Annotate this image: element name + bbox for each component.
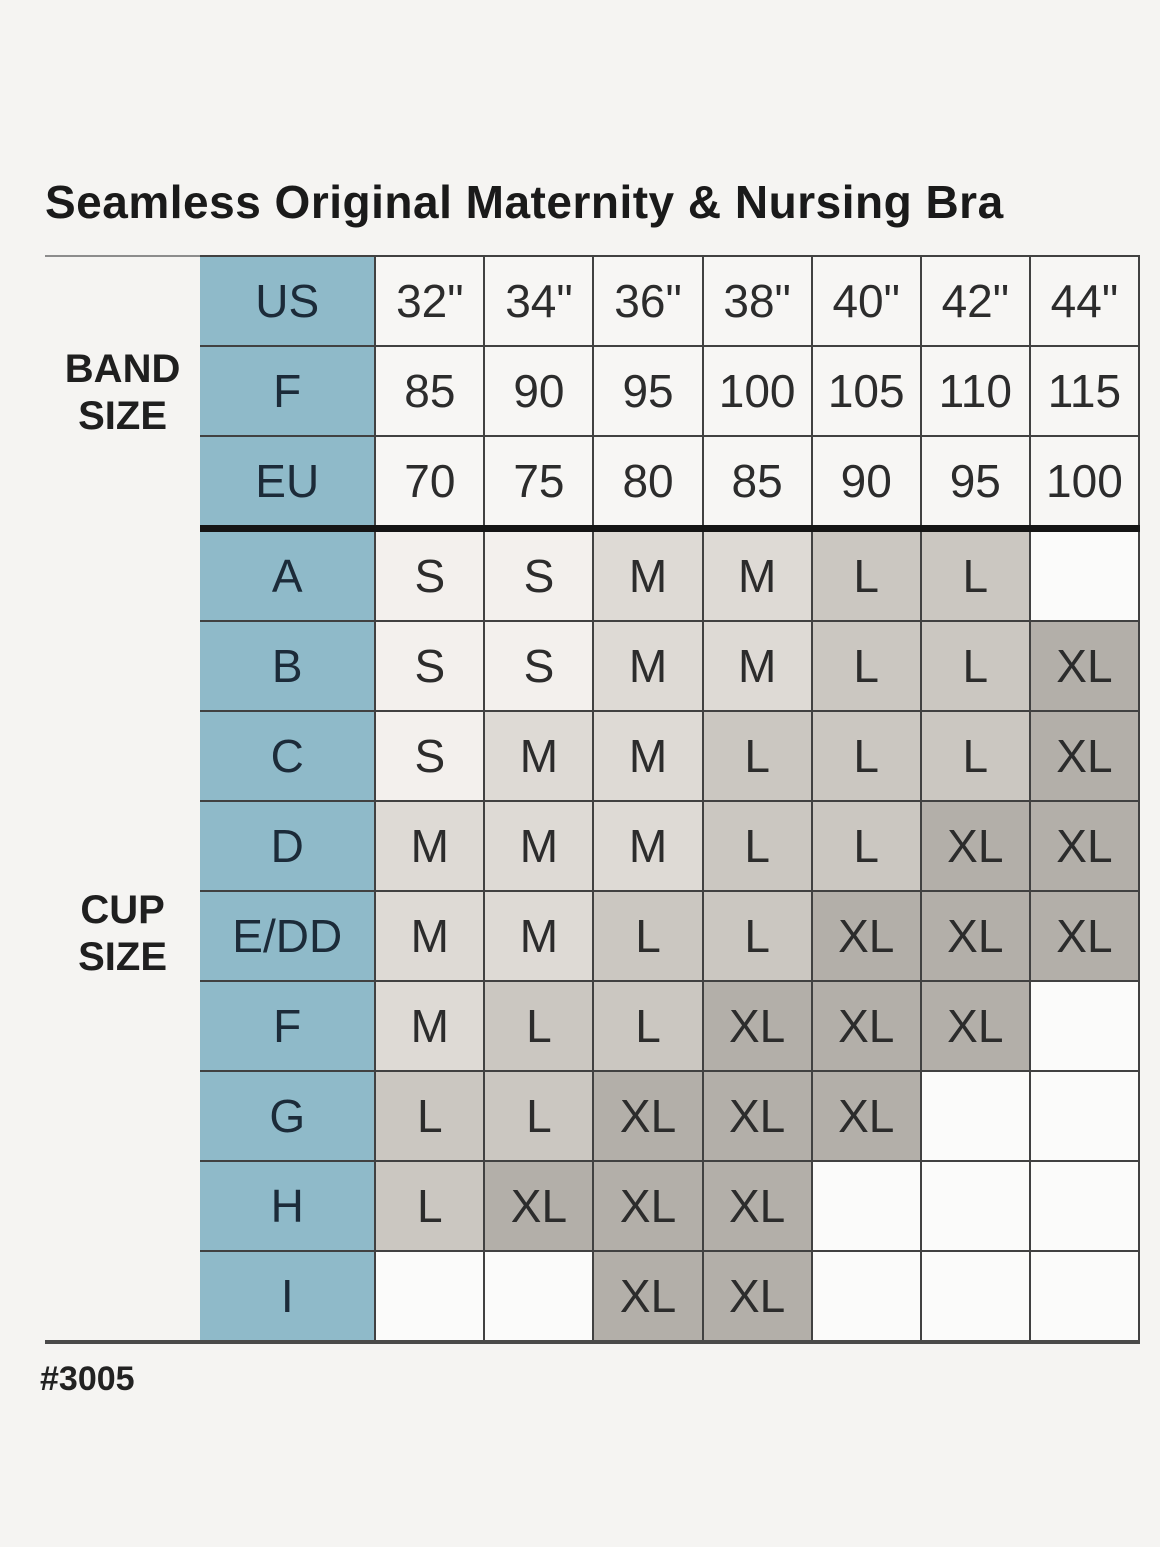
row-header-f: F	[200, 346, 375, 436]
size-cell	[484, 1251, 593, 1342]
row-header-e-dd: E/DD	[200, 891, 375, 981]
row-header-i: I	[200, 1251, 375, 1342]
band-value-cell: 90	[812, 436, 921, 529]
size-cell: S	[375, 529, 484, 622]
size-cell: XL	[593, 1161, 702, 1251]
size-cell: XL	[812, 891, 921, 981]
band-value-cell: 32"	[375, 256, 484, 346]
table-row	[45, 1161, 1139, 1251]
row-header-g: G	[200, 1071, 375, 1161]
size-cell: XL	[703, 1071, 812, 1161]
band-value-cell: 40"	[812, 256, 921, 346]
size-cell	[1030, 981, 1139, 1071]
size-cell: XL	[1030, 621, 1139, 711]
row-header-a: A	[200, 529, 375, 622]
band-value-cell: 75	[484, 436, 593, 529]
size-cell: L	[375, 1071, 484, 1161]
band-value-cell: 90	[484, 346, 593, 436]
size-cell	[921, 1071, 1030, 1161]
table-row	[45, 346, 1139, 436]
size-cell: XL	[484, 1161, 593, 1251]
size-cell: XL	[921, 891, 1030, 981]
size-cell: XL	[921, 981, 1030, 1071]
table-row	[45, 529, 1139, 622]
table-row	[45, 1251, 1139, 1342]
page-title: Seamless Original Maternity & Nursing Bra	[45, 176, 1004, 228]
size-cell: M	[703, 529, 812, 622]
size-cell: L	[593, 891, 702, 981]
table-row	[45, 1071, 1139, 1161]
size-cell: M	[593, 711, 702, 801]
table-row	[45, 621, 1139, 711]
table-row	[45, 436, 1139, 529]
size-cell: S	[375, 711, 484, 801]
size-cell: L	[593, 981, 702, 1071]
band-value-cell: 105	[812, 346, 921, 436]
band-value-cell: 80	[593, 436, 702, 529]
size-cell: L	[812, 801, 921, 891]
size-cell: L	[703, 801, 812, 891]
size-cell: L	[375, 1161, 484, 1251]
row-header-eu: EU	[200, 436, 375, 529]
size-cell: S	[484, 529, 593, 622]
size-cell: M	[484, 891, 593, 981]
size-cell	[812, 1251, 921, 1342]
size-cell: XL	[593, 1251, 702, 1342]
size-cell: L	[921, 529, 1030, 622]
size-cell: L	[921, 711, 1030, 801]
section-label-band-size: BAND SIZE	[64, 346, 181, 438]
section-label-cup-size: CUP SIZE	[78, 888, 168, 980]
row-header-us: US	[200, 256, 375, 346]
band-value-cell: 95	[593, 346, 702, 436]
size-cell: XL	[593, 1071, 702, 1161]
size-cell: M	[375, 801, 484, 891]
size-cell	[375, 1251, 484, 1342]
table-row	[45, 256, 1139, 346]
size-cell: XL	[812, 981, 921, 1071]
size-cell	[1030, 1251, 1139, 1342]
size-cell: XL	[1030, 801, 1139, 891]
size-cell: S	[484, 621, 593, 711]
size-cell: M	[484, 801, 593, 891]
size-cell: M	[375, 891, 484, 981]
size-cell: M	[484, 711, 593, 801]
size-cell: M	[593, 529, 702, 622]
band-value-cell: 36"	[593, 256, 702, 346]
size-cell	[921, 1251, 1030, 1342]
table-row	[45, 711, 1139, 801]
size-cell: XL	[1030, 891, 1139, 981]
size-cell: M	[375, 981, 484, 1071]
row-header-f: F	[200, 981, 375, 1071]
band-value-cell: 85	[703, 436, 812, 529]
row-header-h: H	[200, 1161, 375, 1251]
size-cell: XL	[703, 1251, 812, 1342]
size-cell	[1030, 1071, 1139, 1161]
size-cell: M	[593, 621, 702, 711]
band-value-cell: 44"	[1030, 256, 1139, 346]
size-cell: XL	[1030, 711, 1139, 801]
size-cell: XL	[703, 981, 812, 1071]
row-header-c: C	[200, 711, 375, 801]
product-code: #3005	[40, 1360, 135, 1398]
band-value-cell: 42"	[921, 256, 1030, 346]
row-header-d: D	[200, 801, 375, 891]
size-cell: L	[703, 891, 812, 981]
size-cell: L	[484, 981, 593, 1071]
table-row	[45, 891, 1139, 981]
band-value-cell: 115	[1030, 346, 1139, 436]
band-value-cell: 34"	[484, 256, 593, 346]
band-value-cell: 70	[375, 436, 484, 529]
size-cell: L	[484, 1071, 593, 1161]
size-cell: L	[812, 621, 921, 711]
size-cell: XL	[812, 1071, 921, 1161]
band-value-cell: 95	[921, 436, 1030, 529]
size-cell: XL	[921, 801, 1030, 891]
size-cell	[921, 1161, 1030, 1251]
band-value-cell: 85	[375, 346, 484, 436]
size-cell	[1030, 1161, 1139, 1251]
band-value-cell: 38"	[703, 256, 812, 346]
size-cell	[1030, 529, 1139, 622]
row-header-b: B	[200, 621, 375, 711]
size-cell: XL	[703, 1161, 812, 1251]
size-chart-table	[45, 255, 1140, 1344]
table-row	[45, 801, 1139, 891]
table-row	[45, 981, 1139, 1071]
band-value-cell: 100	[703, 346, 812, 436]
band-value-cell: 100	[1030, 436, 1139, 529]
size-cell: M	[703, 621, 812, 711]
size-cell: L	[812, 529, 921, 622]
size-cell: L	[703, 711, 812, 801]
size-cell: S	[375, 621, 484, 711]
band-value-cell: 110	[921, 346, 1030, 436]
size-cell: L	[921, 621, 1030, 711]
size-cell: M	[593, 801, 702, 891]
size-cell	[812, 1161, 921, 1251]
size-cell: L	[812, 711, 921, 801]
